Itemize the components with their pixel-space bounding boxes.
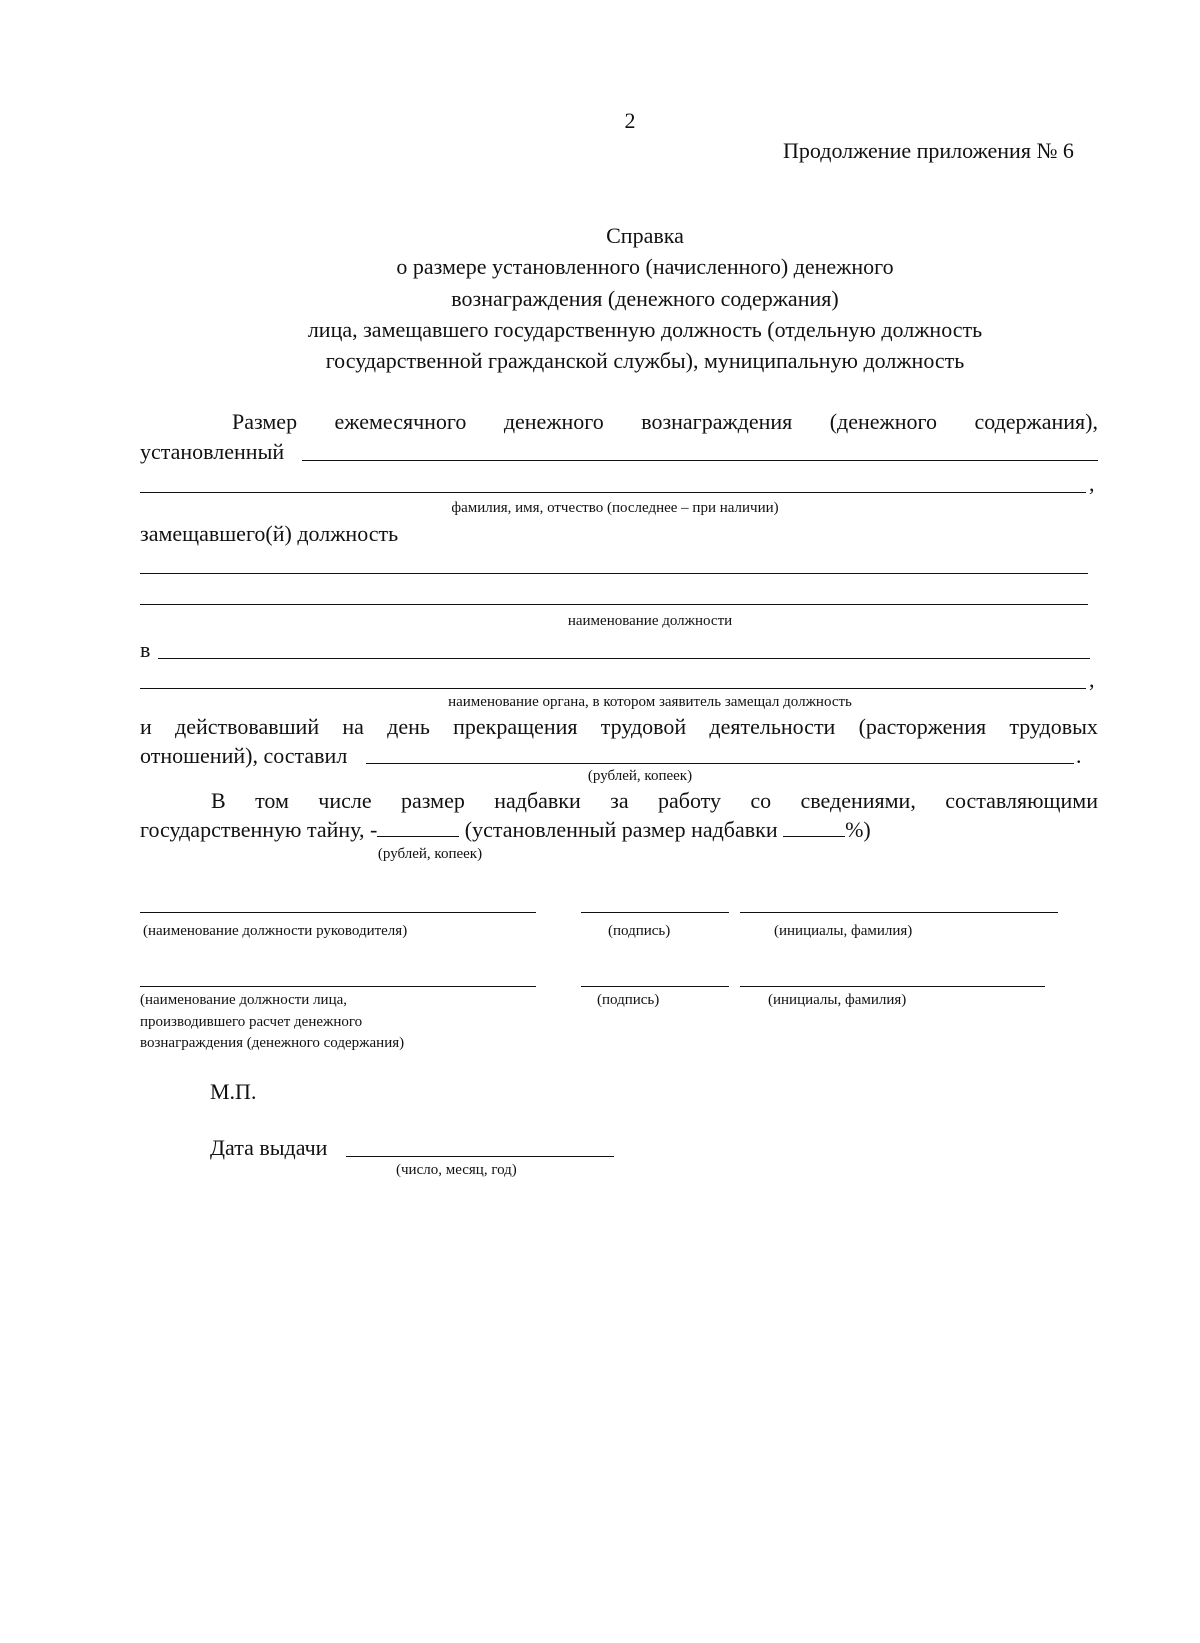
word: (денежного [829, 409, 938, 434]
calc-position-caption-2: производившего расчет денежного [140, 1014, 363, 1030]
secret-prefix: государственную тайну, - [140, 817, 378, 842]
established-label: установленный [140, 439, 285, 464]
word: сведениями, [800, 788, 916, 813]
word: содержания), [974, 409, 1098, 434]
word: составляющими [945, 788, 1098, 813]
doc-title-line-5: государственной гражданской службы), муниципальную должность [325, 348, 965, 373]
issue-date-caption: (число, месяц, год) [396, 1162, 517, 1178]
paragraph-1-line-1 [232, 408, 1098, 436]
initials-caption: (инициалы, фамилия) [774, 923, 913, 939]
secret-line [140, 816, 871, 844]
word: работу [657, 788, 721, 813]
paragraph-2-line-1 [140, 713, 1098, 741]
word: размер [401, 788, 465, 813]
word: ежемесячного [334, 409, 467, 434]
word: В [211, 788, 226, 813]
word: трудовой [600, 714, 687, 739]
word: том [255, 788, 289, 813]
word: день [387, 714, 430, 739]
word: Размер [232, 409, 298, 434]
word: надбавки [494, 788, 581, 813]
doc-title-line-3: вознаграждения (денежного содержания) [451, 286, 839, 311]
position-field-1[interactable] [140, 573, 1088, 574]
fio-caption: фамилия, имя, отчество (последнее – при наличии) [451, 500, 779, 516]
calc-position-caption: (наименование должности лица, [140, 992, 348, 1008]
rubles-caption: (рублей, копеек) [587, 768, 693, 784]
head-position-field[interactable] [140, 912, 536, 913]
head-signature-field[interactable] [581, 912, 729, 913]
initials-caption-2: (инициалы, фамилия) [768, 992, 907, 1008]
head-initials-field[interactable] [740, 912, 1058, 913]
head-position-caption: (наименование должности руководителя) [143, 923, 408, 939]
position-label: замещавшего(й) должность [140, 521, 399, 546]
page-number: 2 [624, 108, 636, 133]
comma: , [1089, 471, 1095, 496]
calc-position-caption-3: вознаграждения (денежного содержания) [140, 1035, 405, 1051]
doc-title: Справка [606, 223, 684, 248]
word: трудовых [1009, 714, 1098, 739]
relations-label: отношений), составил [140, 743, 348, 768]
paragraph-3-line-1 [211, 787, 1098, 815]
word: действовавший [175, 714, 320, 739]
position-field-2[interactable] [140, 604, 1088, 605]
organ-caption: наименование органа, в котором заявитель замещал должность [448, 694, 852, 710]
word: со [750, 788, 772, 813]
word: на [342, 714, 364, 739]
word: и [140, 714, 152, 739]
stamp-label: М.П. [210, 1079, 257, 1104]
period: . [1076, 743, 1082, 768]
secret-percent-field[interactable] [783, 816, 845, 837]
rubles-caption-2: (рублей, копеек) [377, 846, 483, 862]
doc-title-line-2: о размере установленного (начисленного) денежного [396, 254, 894, 279]
position-caption: наименование должности [567, 613, 733, 629]
secret-suffix: %) [845, 817, 871, 842]
doc-title-line-4: лица, замещавшего государственную должность (отдельную должность [307, 317, 983, 342]
word: (расторжения [858, 714, 987, 739]
word: деятельности [709, 714, 836, 739]
signature-caption: (подпись) [608, 923, 671, 939]
word: прекращения [453, 714, 578, 739]
appendix-label: Продолжение приложения № 6 [783, 138, 1074, 163]
word: числе [318, 788, 372, 813]
secret-amount-field[interactable] [377, 816, 459, 837]
in-label: в [140, 637, 151, 662]
calc-signature-field[interactable] [581, 986, 729, 987]
calc-position-field[interactable] [140, 986, 536, 987]
secret-mid: (установленный размер надбавки [464, 817, 778, 842]
signature-caption-2: (подпись) [597, 992, 660, 1008]
comma-2: , [1089, 667, 1095, 692]
issue-date-field[interactable] [346, 1156, 614, 1157]
word: денежного [503, 409, 604, 434]
fio-field[interactable] [140, 492, 1086, 493]
established-field[interactable] [302, 460, 1098, 461]
amount-field[interactable] [366, 763, 1074, 764]
word: вознаграждения [641, 409, 793, 434]
issue-date-label: Дата выдачи [210, 1135, 328, 1160]
word: за [610, 788, 629, 813]
organ-field-1[interactable] [158, 658, 1090, 659]
calc-initials-field[interactable] [740, 986, 1045, 987]
organ-field-2[interactable] [140, 688, 1086, 689]
